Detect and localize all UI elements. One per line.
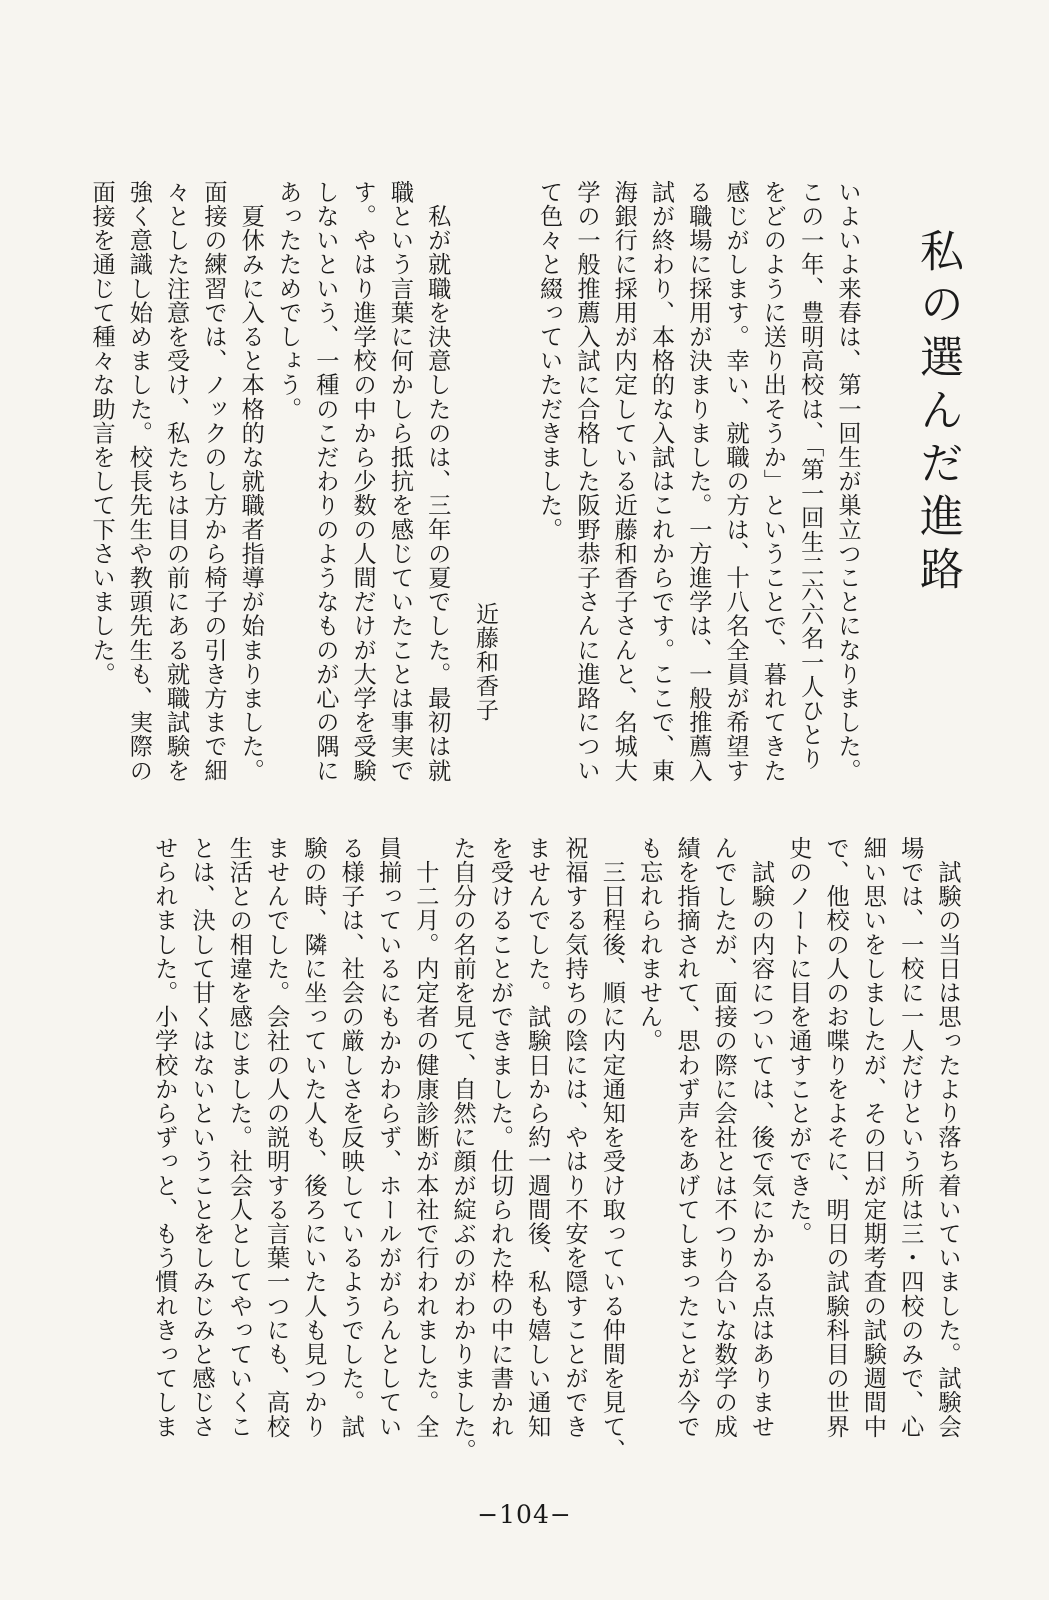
body-line: んでしたが、面接の際に会社とは不つり合いな数学の成 [710, 836, 738, 1439]
body-line: 史のノートに目を通すことができた。 [784, 836, 812, 1246]
body-line: 細い思いをしましたが、その日が定期考査の試験週間中 [859, 836, 887, 1439]
body-line: 場では、一校に一人だけという所は三・四校のみで、心 [896, 836, 924, 1439]
body-line: 面接を通じて種々な助言をして下さいました。 [88, 180, 116, 687]
body-line: 三日程後、順に内定通知を受け取っている仲間を見て、 [598, 836, 626, 1463]
intro-line: 学の一般推薦入試に合格した阪野恭子さんに進路につい [572, 180, 600, 783]
body-line: ませんでした。試験日から約一週間後、私も嬉しい通知 [523, 836, 551, 1439]
body-line: 祝福する気持ちの陰には、やはり不安を隠すことができ [561, 836, 589, 1439]
body-line: とは、決して甘くはないということをしみじみと感じさ [188, 836, 216, 1439]
intro-line: 感じがします。幸い、就職の方は、十八名全員が希望す [722, 180, 750, 783]
intro-line: 試が終わり、本格的な入試はこれからです。ここで、東 [647, 180, 675, 783]
body-line: 面接の練習では、ノックのし方から椅子の引き方まで細 [199, 180, 227, 783]
body-line: 強く意識し始めました。校長先生や教頭先生も、実際の [125, 180, 153, 783]
body-line: せられました。小学校からずっと、もう慣れきってしま [150, 836, 178, 1439]
intro-line: て色々と綴っていただきました。 [535, 180, 563, 542]
intro-line: る職場に採用が決まりました。一方進学は、一般推薦入 [684, 180, 712, 783]
intro-line: をどのように送り出そうか」ということで、暮れてきた [759, 180, 787, 783]
body-line: 試験の内容については、後で気にかかる点はありませ [747, 836, 775, 1439]
body-line: 生活との相違を感じました。社会人としてやっていくこ [225, 836, 253, 1439]
body-line: を受けることができました。仕切られた枠の中に書かれ [486, 836, 514, 1439]
body-line: で、他校の人のお喋りをよそに、明日の試験科目の世界 [822, 836, 850, 1439]
body-line: す。やはり進学校の中から少数の人間だけが大学を受験 [349, 180, 377, 783]
body-line: 々とした注意を受け、私たちは目の前にある就職試験を [162, 180, 190, 783]
body-line: あったためでしょう。 [274, 180, 302, 421]
article-title: 私の選んだ進路 [912, 228, 963, 599]
body-line: た自分の名前を見て、自然に顔が綻ぶのがわかりました。 [449, 836, 477, 1463]
body-line: 私が就職を決意したのは、三年の夏でした。最初は就 [423, 180, 451, 783]
intro-line: いよいよ来春は、第一回生が巣立つことになりました。 [834, 180, 861, 783]
body-line: 十二月。内定者の健康診断が本社で行われました。全 [411, 836, 439, 1439]
body-line: も忘れられません。 [635, 836, 663, 1053]
intro-line: この一年、豊明高校は、「第一回生二六六名一人ひとり [796, 180, 824, 771]
body-line: 夏休みに入ると本格的な就職者指導が始まりました。 [237, 180, 265, 783]
body-line: 験の時、隣に坐っていた人も、後ろにいた人も見つかり [299, 836, 327, 1439]
upper-text-block [66, 180, 866, 800]
body-line: 績を指摘されて、思わず声をあげてしまったことが今で [672, 836, 700, 1439]
body-line: 職という言葉に何かしら抵抗を感じていたことは事実で [386, 180, 414, 783]
body-line: 試験の当日は思ったより落ち着いていました。試験会 [934, 836, 961, 1439]
body-line: る様子は、社会の厳しさを反映しているようでした。試 [337, 836, 365, 1439]
author-name: 近藤和香子 [472, 602, 498, 722]
lower-text-block [66, 836, 966, 1486]
body-line: しないという、一種のこだわりのようなものが心の隅に [311, 180, 339, 783]
page-number: −104− [477, 1500, 572, 1529]
body-line: 員揃っているにもかかわらず、ホールががらんとしてい [374, 836, 402, 1439]
intro-line: 海銀行に採用が内定している近藤和香子さんと、名城大 [610, 180, 638, 783]
body-line: ませんでした。会社の人の説明する言葉一つにも、高校 [262, 836, 290, 1439]
